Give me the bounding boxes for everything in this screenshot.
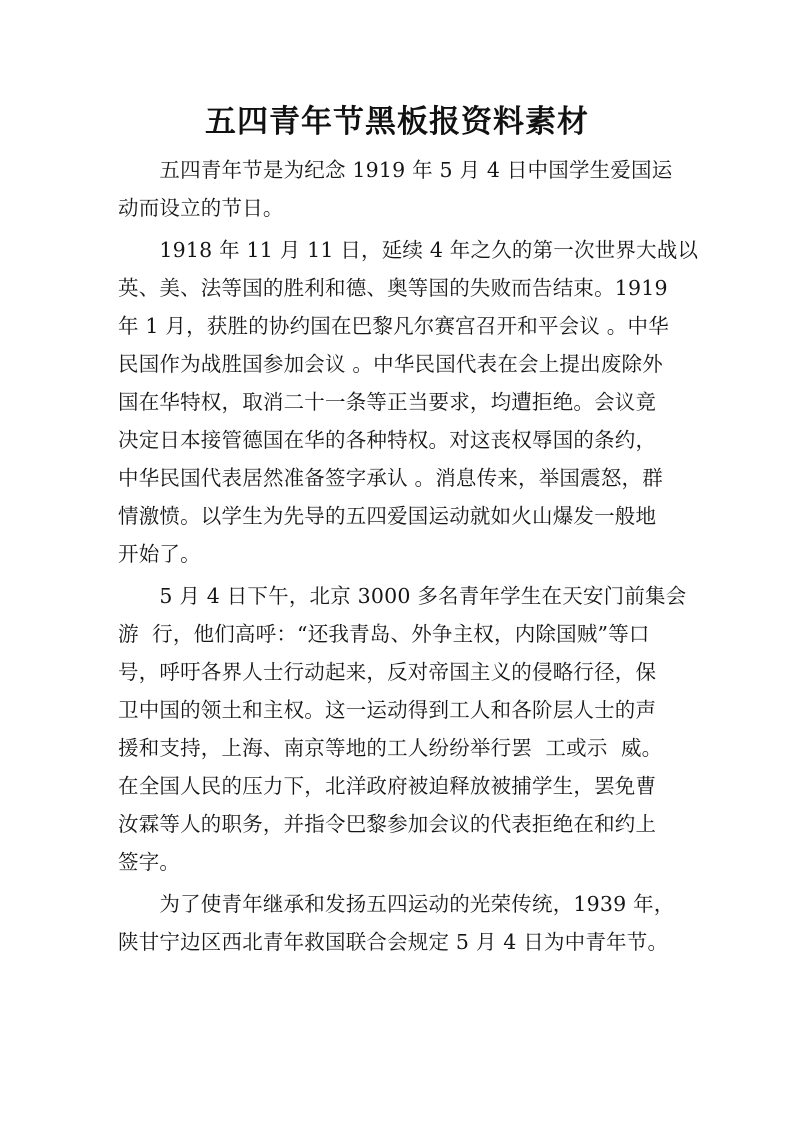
text-line: 五四青年节是为纪念 1919 年 5 月 4 日中国学生爱国运 — [118, 158, 673, 182]
text-line: 5 月 4 日下午，北京 3000 多名青年学生在天安门前集会 — [118, 584, 687, 608]
text-line: 国在华特权，取消二十一条等正当要求，均遭拒绝。会议竟 — [118, 390, 657, 414]
text-line: 开始了。 — [118, 542, 201, 566]
text-line: 1918 年 11 月 11 日，延续 4 年之久的第一次世界大战以 — [118, 238, 699, 262]
text-line: 情激愤。以学生为先导的五四爱国运动就如火山爆发一般地 — [118, 504, 657, 528]
text-line: 签字。 — [118, 850, 181, 874]
text-line: 动而设立的节日。 — [118, 196, 284, 220]
text-line: 中华民国代表居然准备签字承认 。消息传来，举国震怒，群 — [118, 466, 663, 490]
text-line: 游 行，他们高呼：“还我青岛、外争主权，内除国贼”等口 — [118, 622, 650, 646]
text-line: 为了使青年继承和发扬五四运动的光荣传统，1939 年， — [118, 892, 675, 916]
text-line: 民国作为战胜国参加会议 。中华民国代表在会上提出废除外 — [118, 352, 663, 376]
text-line: 英、美、法等国的胜利和德、奥等国的失败而告结束。1919 — [118, 276, 668, 300]
text-line: 在全国人民的压力下，北洋政府被迫释放被捕学生，罢免曹 — [118, 774, 657, 798]
text-line: 陕甘宁边区西北青年救国联合会规定 5 月 4 日为中青年节。 — [118, 930, 669, 954]
document-title: 五四青年节黑板报资料素材 — [205, 104, 589, 140]
text-line: 援和支持，上海、南京等地的工人纷纷举行罢 工或示 威。 — [118, 736, 663, 760]
text-line: 年 1 月，获胜的协约国在巴黎凡尔赛宫召开和平会议 。中华 — [118, 314, 669, 338]
text-line: 卫中国的领土和主权。这一运动得到工人和各阶层人士的声 — [118, 698, 657, 722]
text-line: 决定日本接管德国在华的各种特权。对这丧权辱国的条约， — [118, 428, 657, 452]
text-line: 号，呼吁各界人士行动起来，反对帝国主义的侵略行径，保 — [118, 660, 657, 684]
text-line: 汝霖等人的职务，并指令巴黎参加会议的代表拒绝在和约上 — [118, 812, 657, 836]
